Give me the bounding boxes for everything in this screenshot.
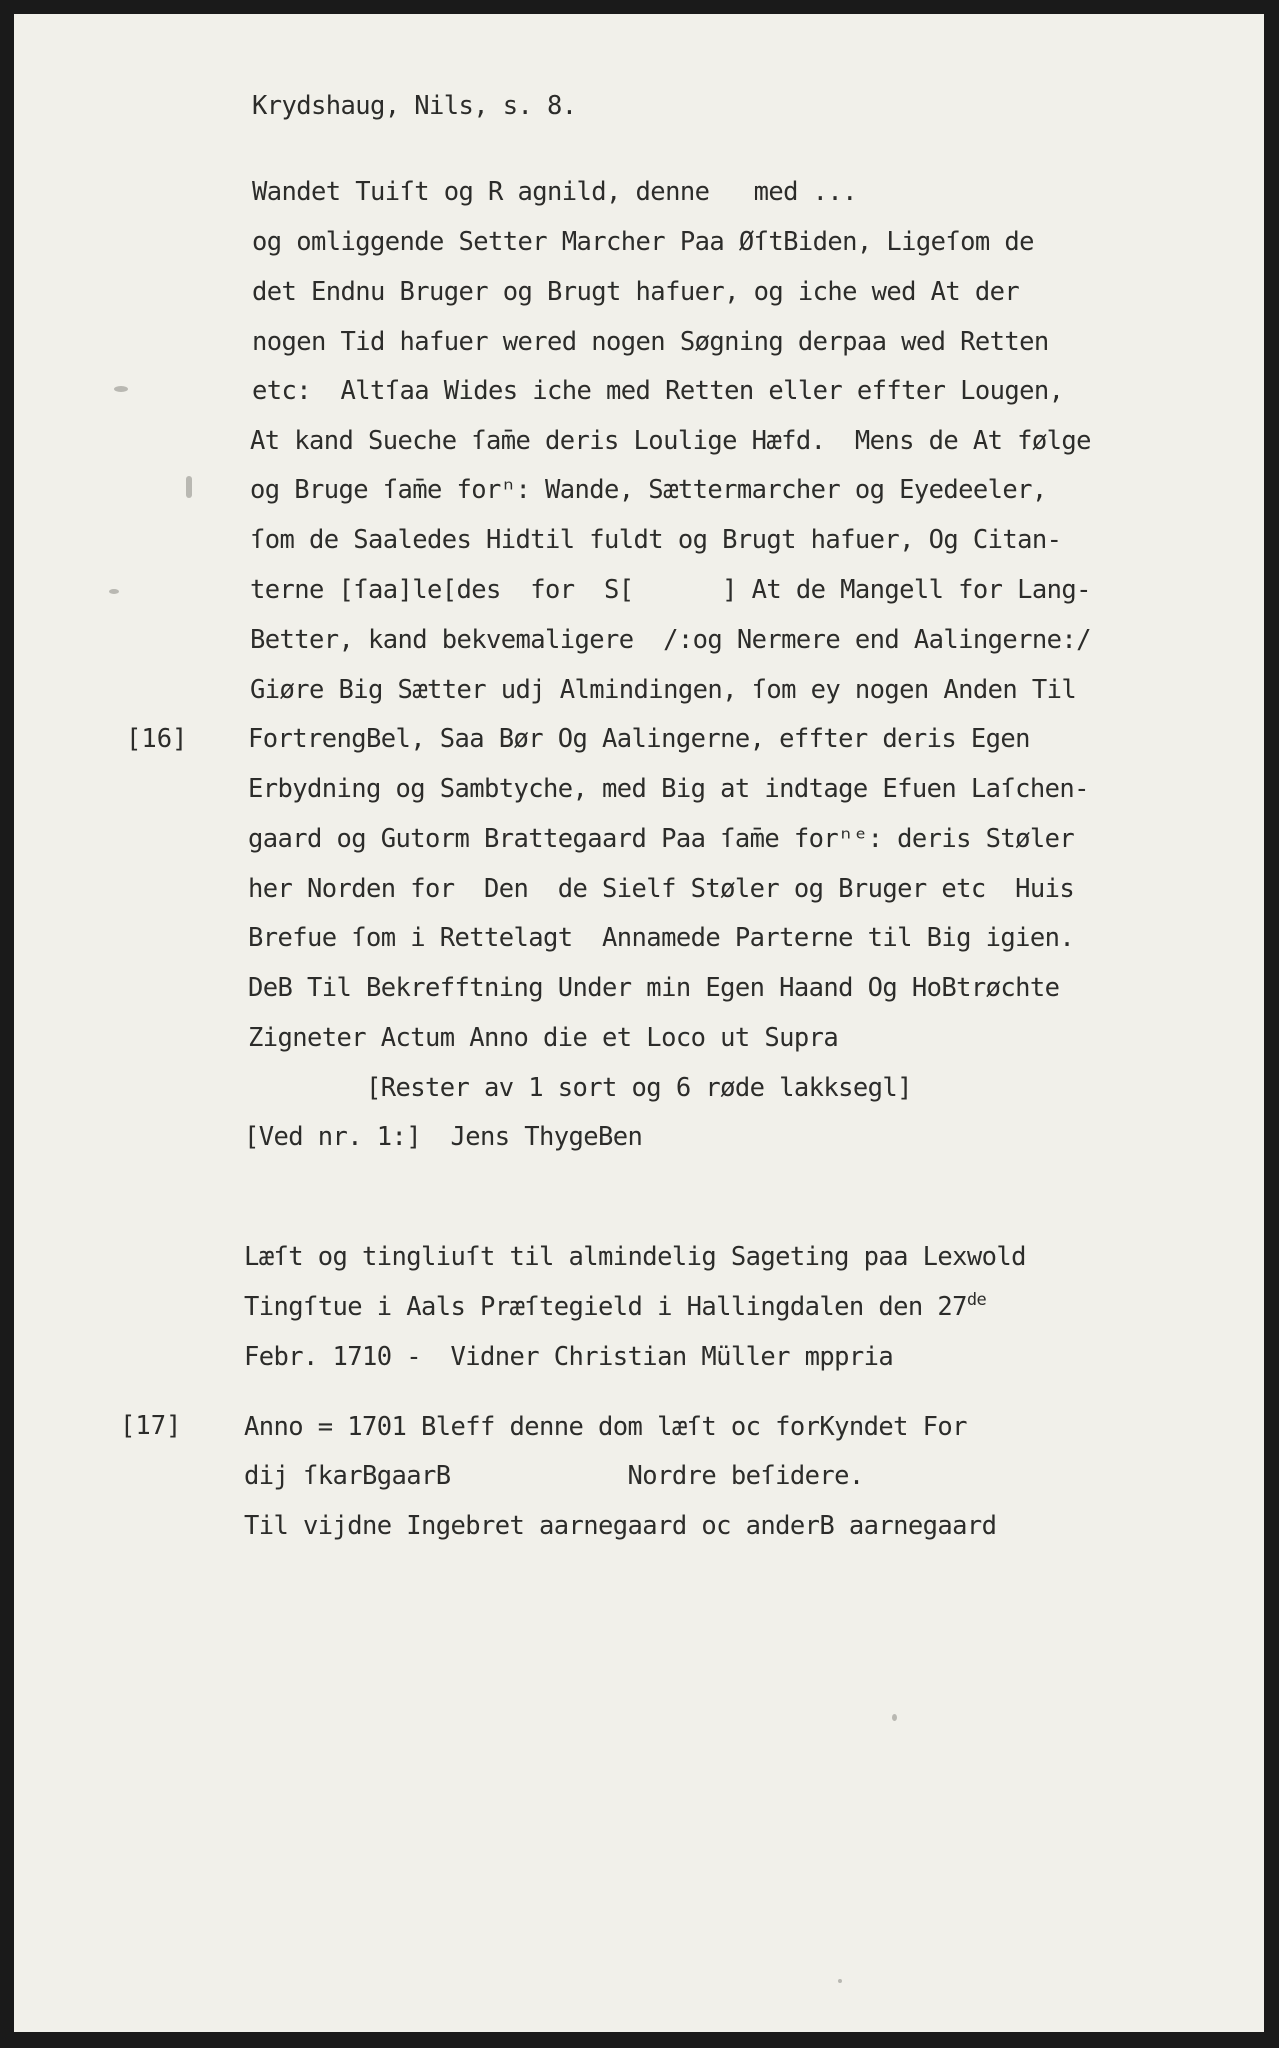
text-line: Brefue ſom i Rettelagt Annamede Parterne til Big igien.: [248, 923, 1075, 953]
paper-speck: [892, 1714, 897, 1721]
text-line: her Norden for Den de Sielf Støler og Bruger etc Huis: [248, 874, 1075, 904]
text-line: ſom de Saaledes Hidtil fuldt og Brugt hafuer, Og Citan-: [250, 525, 1062, 555]
text-line: terne [ſaa]le[des for S[ ] At de Mangell for Lang-: [250, 575, 1091, 605]
text-line: det Endnu Bruger og Brugt hafuer, og iche wed At der: [252, 277, 1020, 307]
paper-speck: [838, 1979, 842, 1983]
paper-speck: [186, 476, 192, 498]
document-page: [14, 14, 1264, 2032]
signature-line: [Ved nr. 1:] Jens ThygeBen: [244, 1122, 643, 1152]
text-line: DeB Til Bekrefftning Under min Egen Haand Og HoBtrøchte: [248, 973, 1060, 1003]
text-line: Wandet Tuiſt og R agnild, denne med ...: [252, 177, 857, 207]
superscript-de: de: [966, 1290, 987, 1310]
margin-note-17: [17]: [120, 1411, 182, 1441]
text-line-main: Tingſtue i Aals Præſtegield i Hallingdalen den 27: [244, 1292, 967, 1322]
seal-note: [Rester av 1 sort og 6 røde lakksegl]: [248, 1073, 912, 1103]
text-line: Zigneter Actum Anno die et Loco ut Supra: [248, 1023, 839, 1053]
paper-speck: [114, 386, 128, 392]
paper-speck: [109, 589, 119, 594]
text-line: At kand Sueche ſam̄e deris Loulige Hæfd. Mens de At følge: [250, 426, 1091, 456]
text-line: [244, 1292, 986, 1322]
text-line: gaard og Gutorm Brattegaard Paa ſam̄e forⁿᵉ: deris Støler: [248, 824, 1075, 854]
text-line: Anno = 1701 Bleff denne dom læſt oc forKyndet For: [244, 1412, 967, 1442]
text-line: dij ſkarBgaarB Nordre beſidere.: [244, 1461, 864, 1491]
text-line: Til vijdne Ingebret aarnegaard oc anderB aarnegaard: [244, 1511, 997, 1541]
text-line: Læſt og tingliuſt til almindelig Sageting paa Lexwold: [244, 1242, 1026, 1272]
text-line: og Bruge ſam̄e forⁿ: Wande, Sættermarcher og Eyedeeler,: [250, 475, 1047, 505]
text-line: Erbydning og Sambtyche, med Big at indtage Efuen Laſchen-: [248, 774, 1089, 804]
text-line: Febr. 1710 - Vidner Christian Müller mppria: [244, 1342, 894, 1372]
text-line: og omliggende Setter Marcher Paa ØſtBiden, Ligeſom de: [252, 227, 1034, 257]
text-line: Giøre Big Sætter udj Almindingen, ſom ey nogen Anden Til: [250, 675, 1077, 705]
document-heading: Krydshaug, Nils, s. 8.: [252, 91, 577, 121]
margin-note-16: [16]: [126, 724, 188, 754]
text-line: etc: Altſaa Wides iche med Retten eller effter Lougen,: [252, 376, 1064, 406]
text-line: nogen Tid hafuer wered nogen Søgning derpaa wed Retten: [252, 327, 1049, 357]
text-line: Better, kand bekvemaligere /:og Nermere end Aalingerne:/: [250, 625, 1091, 655]
text-line: FortrengBel, Saa Bør Og Aalingerne, effter deris Egen: [248, 724, 1030, 754]
